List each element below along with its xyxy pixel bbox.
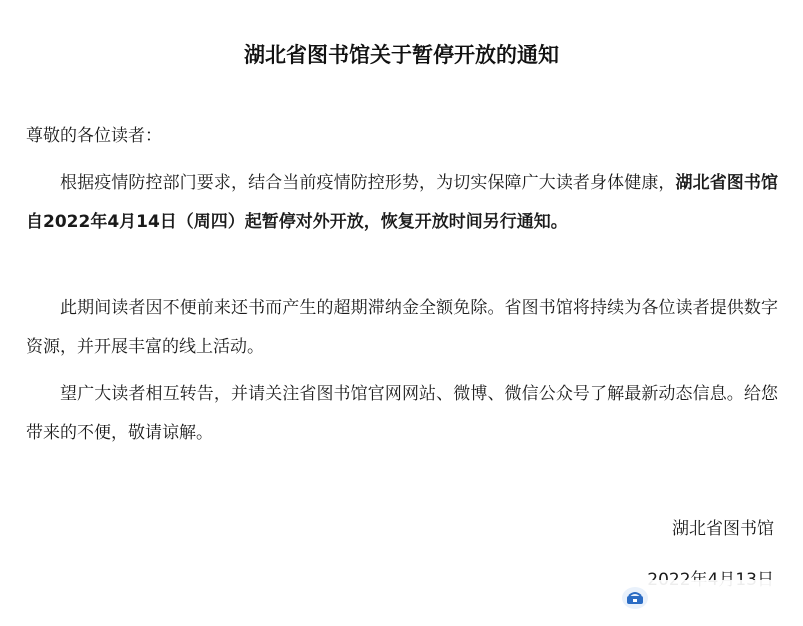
watermark-overlay [612,580,784,618]
paragraph-bold-text: 湖北省图书馆自2022年4月14日（周四）起暂停对外开放，恢复开放时间另行通知。 [26,173,779,232]
salutation: 尊敬的各位读者： [26,126,162,146]
signature: 湖北省图书馆 [672,519,774,539]
paragraph-follow-updates: 望广大读者相互转告，并请关注省图书馆官网网站、微博、微信公众号了解最新动态信息。给您带来的不便，敬请谅解。 [26,384,778,443]
paragraph-lead-text: 根据疫情防控部门要求，结合当前疫情防控形势，为切实保障广大读者身体健康， [60,173,676,193]
paragraph-fee-waiver: 此期间读者因不便前来还书而产生的超期滞纳金全额免除。省图书馆将持续为各位读者提供数字资源，并开展丰富的线上活动。 [26,298,778,357]
notice-title: 湖北省图书馆关于暂停开放的通知 [244,43,559,67]
paragraph-closure-announcement [26,164,778,242]
watermark-logo-icon [622,587,648,609]
